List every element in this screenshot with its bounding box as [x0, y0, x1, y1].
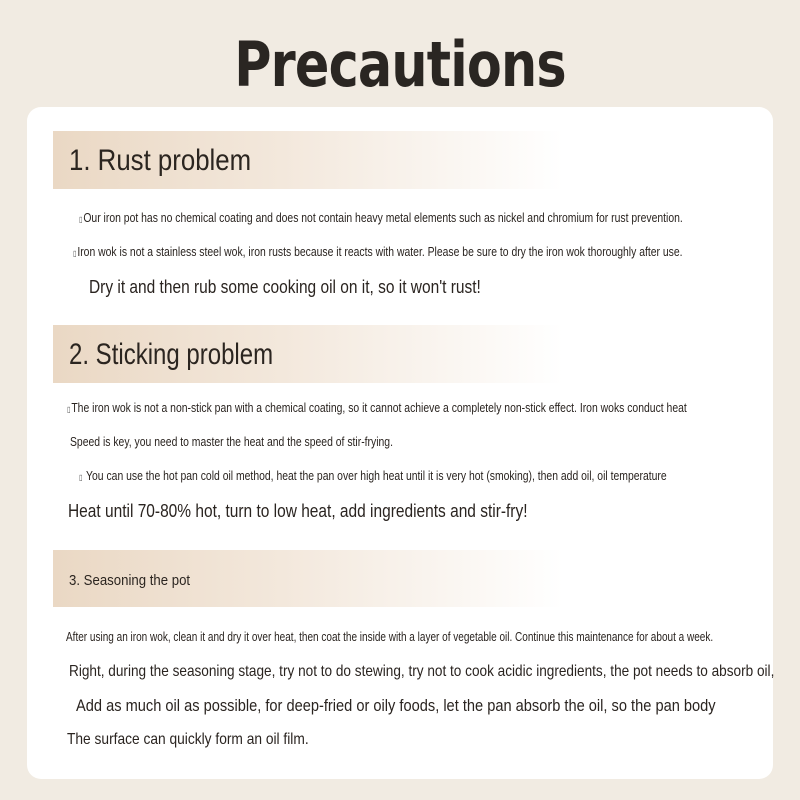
text-line: ▯ You can use the hot pan cold oil method, heat the pan over high heat until it is very hot (smoking), then add oil, oil temperature	[79, 468, 667, 483]
text-line: Add as much oil as possible, for deep-fried or oily foods, let the pan absorb the oil, so the pan body	[76, 696, 716, 715]
section-heading-seasoning: 3. Seasoning the pot	[69, 572, 191, 589]
bullet-icon: ▯	[67, 405, 71, 414]
text-line: Dry it and then rub some cooking oil on it, so it won't rust!	[89, 277, 481, 297]
text-line: ▯Our iron pot has no chemical coating and does not contain heavy metal elements such as nickel and chromium for rust prevention.	[79, 210, 683, 225]
text-line: ▯The iron wok is not a non-stick pan with a chemical coating, so it cannot achieve a completely non-stick effect. Iron woks conduct heat	[67, 400, 687, 415]
section-heading-rust: 1. Rust problem	[69, 144, 252, 177]
text-line: After using an iron wok, clean it and dry it over heat, then coat the inside with a layer of vegetable oil. Continue this maintenance for about a week.	[66, 629, 714, 644]
bullet-icon: ▯	[79, 215, 83, 224]
text-line: Right, during the seasoning stage, try not to do stewing, try not to cook acidic ingredients, the pot needs to absorb oil,	[69, 663, 775, 680]
text-line: ▯Iron wok is not a stainless steel wok, iron rusts because it reacts with water. Please be sure to dry the iron wok thoroughly after use.	[73, 244, 683, 259]
bullet-icon: ▯	[79, 473, 83, 482]
page-title: Precautions	[234, 28, 566, 101]
text-line: Speed is key, you need to master the heat and the speed of stir-frying.	[70, 434, 393, 449]
text-line: Heat until 70-80% hot, turn to low heat, add ingredients and stir-fry!	[68, 501, 528, 521]
section-heading-sticking: 2. Sticking problem	[69, 338, 274, 371]
text-line: The surface can quickly form an oil film.	[67, 731, 309, 748]
bullet-icon: ▯	[73, 249, 77, 258]
